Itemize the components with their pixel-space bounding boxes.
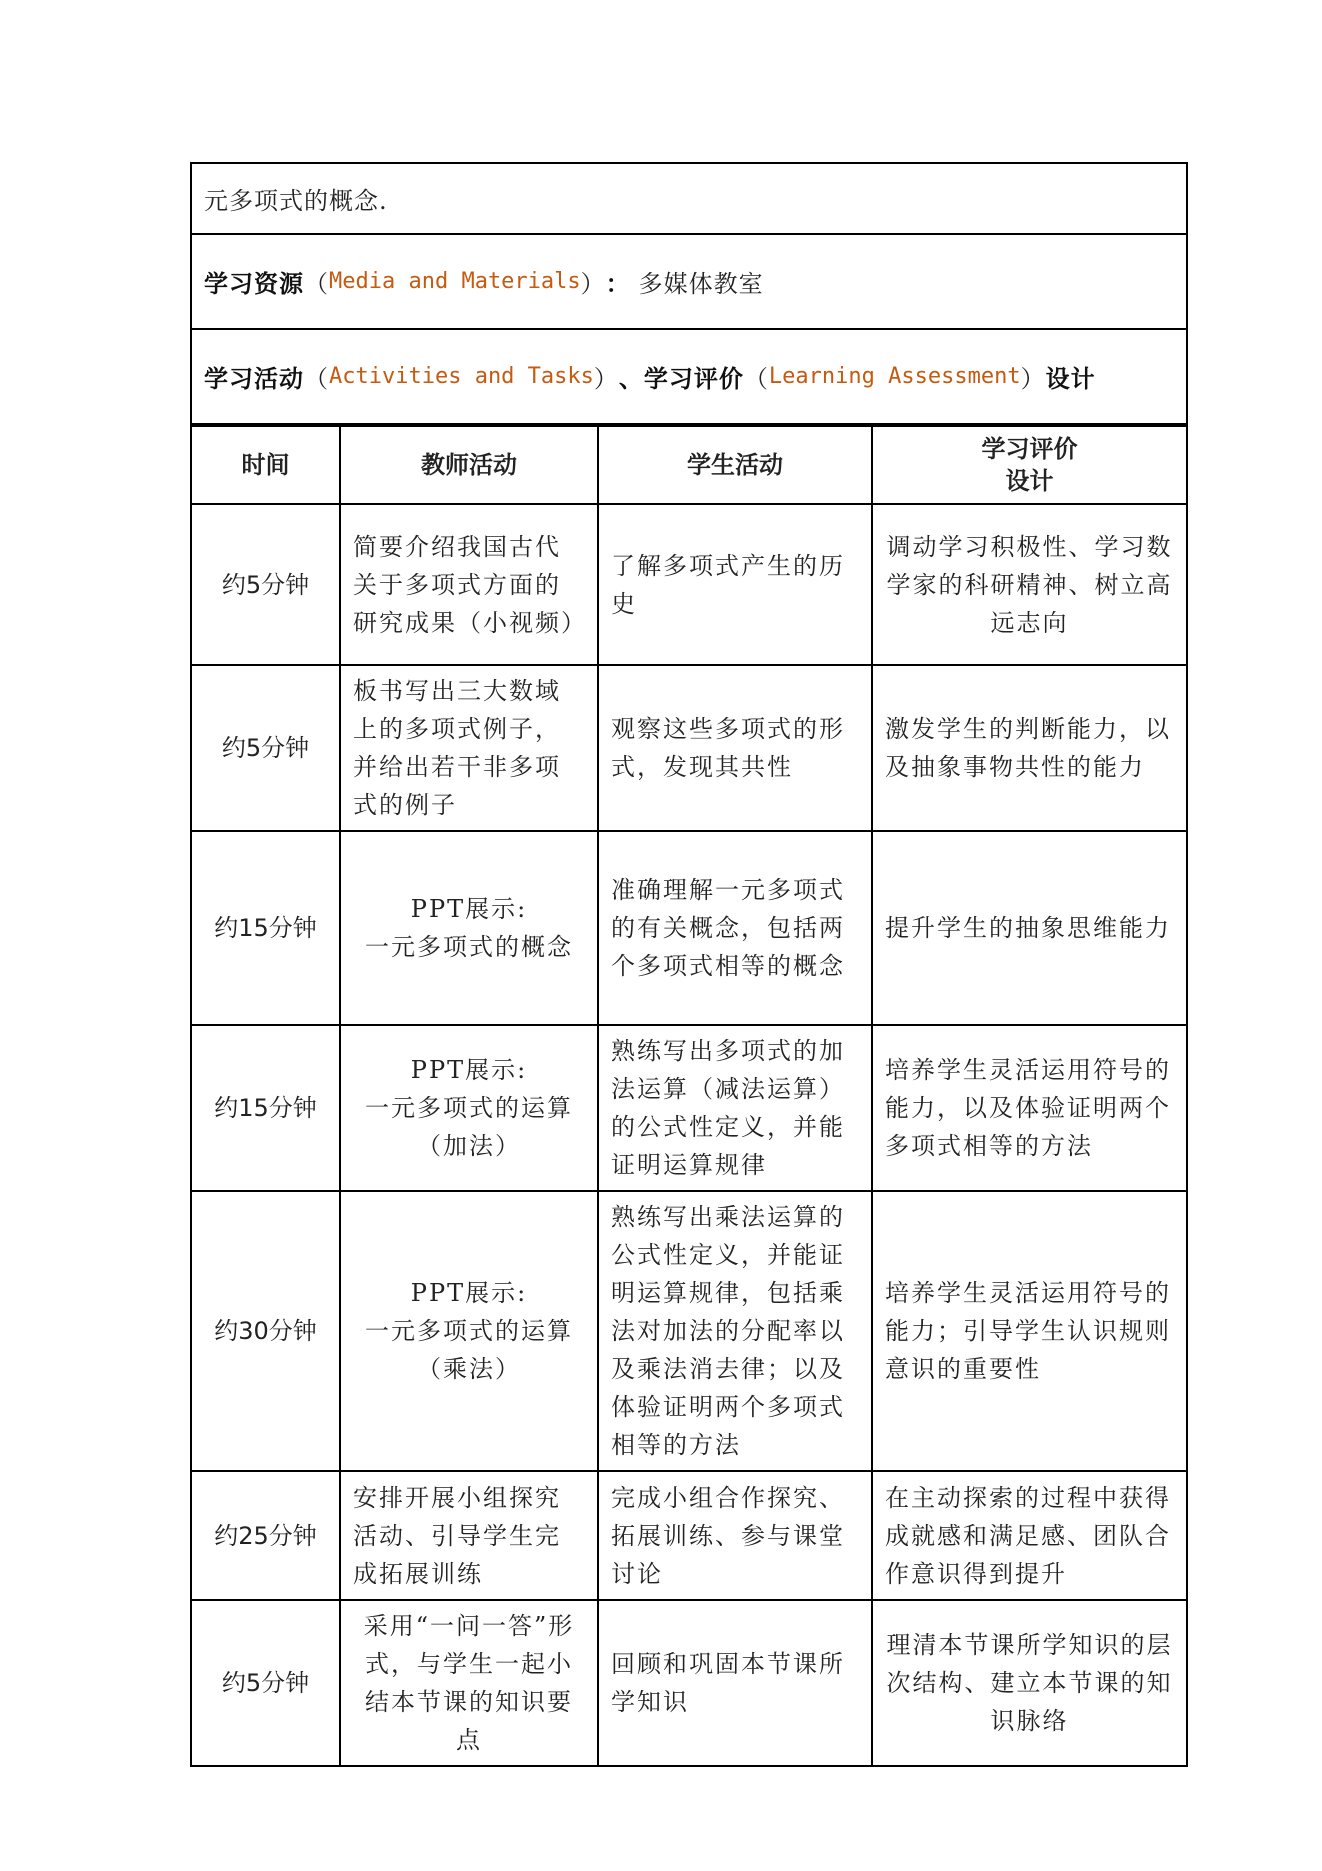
- teacher-cell: 简要介绍我国古代关于多项式方面的研究成果（小视频）: [340, 504, 598, 665]
- table-row: [192, 1025, 1186, 1191]
- teacher-cell: [340, 1025, 598, 1191]
- assessment-cell: 激发学生的判断能力，以及抽象事物共性的能力: [872, 665, 1186, 831]
- student-cell: 熟练写出乘法运算的公式性定义，并能证明运算规律，包括乘法对加法的分配率以及乘法消去律；以及体验证明两个多项式相等的方法: [598, 1191, 872, 1471]
- table-row: [192, 1600, 1186, 1765]
- assessment-cell: 培养学生灵活运用符号的能力，以及体验证明两个多项式相等的方法: [872, 1025, 1186, 1191]
- header-time: 时间: [192, 426, 340, 504]
- teacher-line: 一元多项式的运算: [365, 1317, 573, 1345]
- resources-row: [192, 235, 1186, 330]
- header-assessment: [872, 426, 1186, 504]
- activities-paren-open: （: [304, 365, 329, 393]
- table-row: [192, 1191, 1186, 1471]
- teacher-cell: 安排开展小组探究活动、引导学生完成拓展训练: [340, 1471, 598, 1600]
- student-cell: 完成小组合作探究、拓展训练、参与课堂讨论: [598, 1471, 872, 1600]
- assessment-cell: 在主动探索的过程中获得成就感和满足感、团队合作意识得到提升: [872, 1471, 1186, 1600]
- student-cell: 回顾和巩固本节课所学知识: [598, 1600, 872, 1765]
- teacher-line: 一元多项式的运算: [365, 1094, 573, 1122]
- lesson-plan-frame: [190, 162, 1188, 1767]
- table-header-row: [192, 426, 1186, 504]
- resources-paren-open: （: [304, 270, 329, 298]
- student-cell: 观察这些多项式的形式，发现其共性: [598, 665, 872, 831]
- time-cell: 约25分钟: [192, 1471, 340, 1600]
- table-row: [192, 1471, 1186, 1600]
- assessment-paren-close: ）: [1020, 365, 1046, 393]
- activities-table: [192, 425, 1186, 1765]
- teacher-line: PPT展示:: [410, 1279, 528, 1307]
- student-cell: 了解多项式产生的历史: [598, 504, 872, 665]
- header-student: 学生活动: [598, 426, 872, 504]
- teacher-line: PPT展示:: [410, 1056, 528, 1084]
- table-row: [192, 665, 1186, 831]
- assessment-paren-open: （: [743, 365, 769, 393]
- student-cell: 熟练写出多项式的加法运算（减法运算）的公式性定义，并能证明运算规律: [598, 1025, 872, 1191]
- header-assessment-line2: 设计: [1005, 467, 1054, 495]
- table-row: [192, 504, 1186, 665]
- activities-label-en: Activities and Tasks: [329, 364, 594, 389]
- table-row: [192, 831, 1186, 1025]
- intro-row: [192, 164, 1186, 235]
- activities-label: 学习活动: [204, 365, 304, 393]
- time-cell: 约15分钟: [192, 1025, 340, 1191]
- intro-text: 元多项式的概念.: [204, 187, 388, 215]
- time-cell: 约5分钟: [192, 665, 340, 831]
- header-teacher: 教师活动: [340, 426, 598, 504]
- activities-paren-close: ）: [593, 365, 619, 393]
- teacher-cell: 采用“一问一答”形式，与学生一起小结本节课的知识要点: [340, 1600, 598, 1765]
- time-cell: 约15分钟: [192, 831, 340, 1025]
- student-cell: 准确理解一元多项式的有关概念，包括两个多项式相等的概念: [598, 831, 872, 1025]
- teacher-cell: [340, 831, 598, 1025]
- resources-label-en: Media and Materials: [329, 269, 581, 294]
- assessment-cell: 提升学生的抽象思维能力: [872, 831, 1186, 1025]
- design-label: 设计: [1045, 365, 1096, 393]
- resources-paren-close: ）: [580, 270, 606, 298]
- teacher-line: （加法）: [417, 1132, 521, 1160]
- header-assessment-line1: 学习评价: [981, 435, 1078, 463]
- time-cell: 约5分钟: [192, 1600, 340, 1765]
- activities-heading-row: [192, 330, 1186, 425]
- assessment-cell: 调动学习积极性、学习数学家的科研精神、树立高远志向: [872, 504, 1186, 665]
- resources-label: 学习资源: [204, 270, 304, 298]
- assessment-cell: 培养学生灵活运用符号的能力；引导学生认识规则意识的重要性: [872, 1191, 1186, 1471]
- time-cell: 约5分钟: [192, 504, 340, 665]
- assessment-cell: 理清本节课所学知识的层次结构、建立本节课的知识脉络: [872, 1600, 1186, 1765]
- time-cell: 约30分钟: [192, 1191, 340, 1471]
- teacher-line: （乘法）: [417, 1355, 521, 1383]
- resources-colon: ：: [605, 270, 631, 298]
- teacher-cell: [340, 1191, 598, 1471]
- teacher-line: PPT展示:: [410, 895, 528, 923]
- assessment-label: 学习评价: [643, 365, 744, 393]
- assessment-label-en: Learning Assessment: [768, 364, 1021, 389]
- teacher-line: 一元多项式的概念: [365, 933, 573, 961]
- activities-separator: 、: [618, 365, 644, 393]
- teacher-cell: 板书写出三大数域上的多项式例子，并给出若干非多项式的例子: [340, 665, 598, 831]
- resources-value: 多媒体教室: [638, 270, 764, 298]
